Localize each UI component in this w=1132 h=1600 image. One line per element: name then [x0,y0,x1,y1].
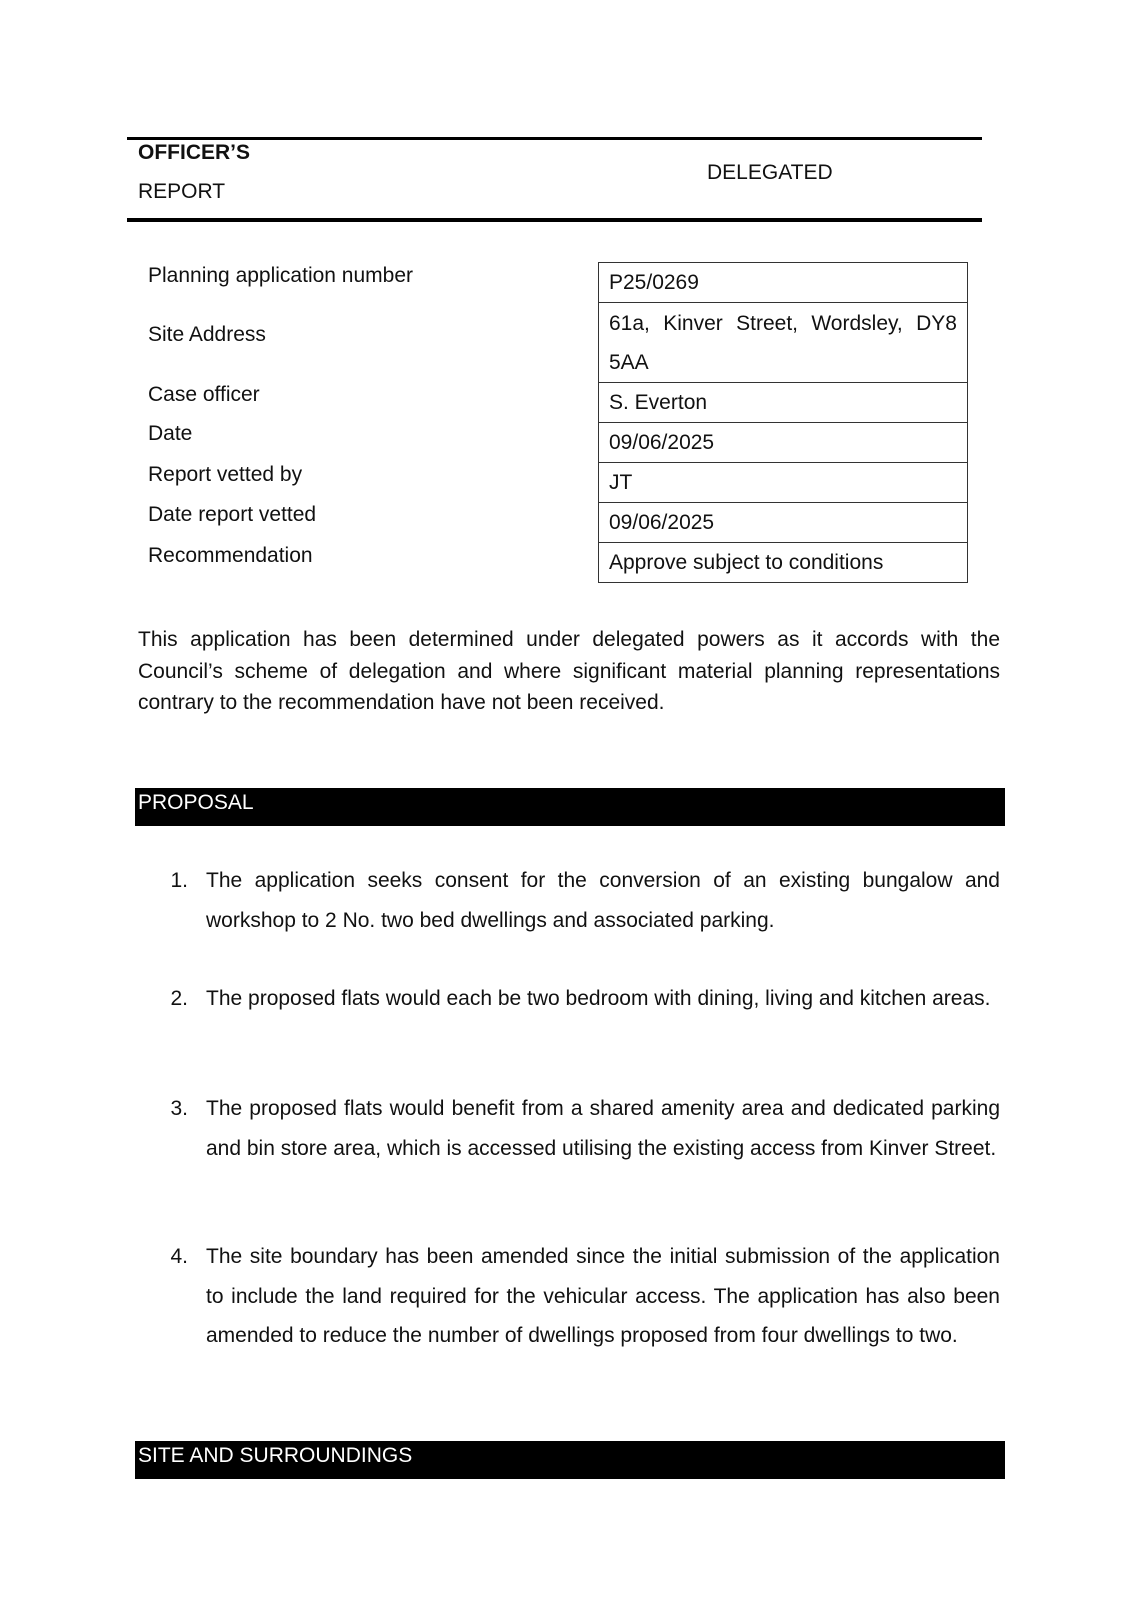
proposal-item-text: The site boundary has been amended since the initial submission of the application to include the land required for the vehicular access. The application has also been amended to reduce the number of dwellings proposed from four dwellings to two. [206,1245,1000,1347]
value-site-address: 61a, Kinver Street, Wordsley, DY8 5AA [599,303,968,383]
value-case-officer: S. Everton [599,383,968,423]
proposal-item-number: 4. [170,1245,188,1268]
proposal-item-number: 2. [170,987,188,1010]
header-bottom-rule [127,218,982,222]
label-date: Date [148,422,193,445]
label-planning-application-number: Planning application number [148,264,414,287]
label-case-officer: Case officer [148,383,260,406]
officers-label: OFFICER’S [138,141,251,164]
proposal-item-number: 3. [170,1097,188,1120]
proposal-item-number: 1. [170,869,188,892]
label-site-address: Site Address [148,323,266,346]
header-top-rule [127,137,982,140]
label-date-report-vetted: Date report vetted [148,503,317,526]
label-recommendation: Recommendation [148,544,313,567]
proposal-heading: PROPOSAL [135,788,1005,826]
value-recommendation: Approve subject to conditions [599,543,968,583]
value-date-report-vetted: 09/06/2025 [599,503,968,543]
report-label: REPORT [138,180,226,203]
proposal-item-text: The proposed flats would each be two bedroom with dining, living and kitchen areas. [206,987,991,1010]
site-and-surroundings-heading: SITE AND SURROUNDINGS [135,1441,1005,1479]
intro-paragraph: This application has been determined under delegated powers as it accords with the Council’s scheme of delegation and where significant material planning representations contrary to the recommendation have not been received. [138,628,1000,714]
proposal-item-text: The application seeks consent for the conversion of an existing bungalow and workshop to 2 No. two bed dwellings and associated parking. [206,869,1000,932]
value-date: 09/06/2025 [599,423,968,463]
value-planning-application-number: P25/0269 [599,263,968,303]
proposal-item-text: The proposed flats would benefit from a shared amenity area and dedicated parking and bin store area, which is accessed utilising the existing access from Kinver Street. [206,1097,1000,1160]
label-report-vetted-by: Report vetted by [148,463,303,486]
value-report-vetted-by: JT [599,463,968,503]
report-type: DELEGATED [707,161,833,184]
details-table [598,262,968,583]
